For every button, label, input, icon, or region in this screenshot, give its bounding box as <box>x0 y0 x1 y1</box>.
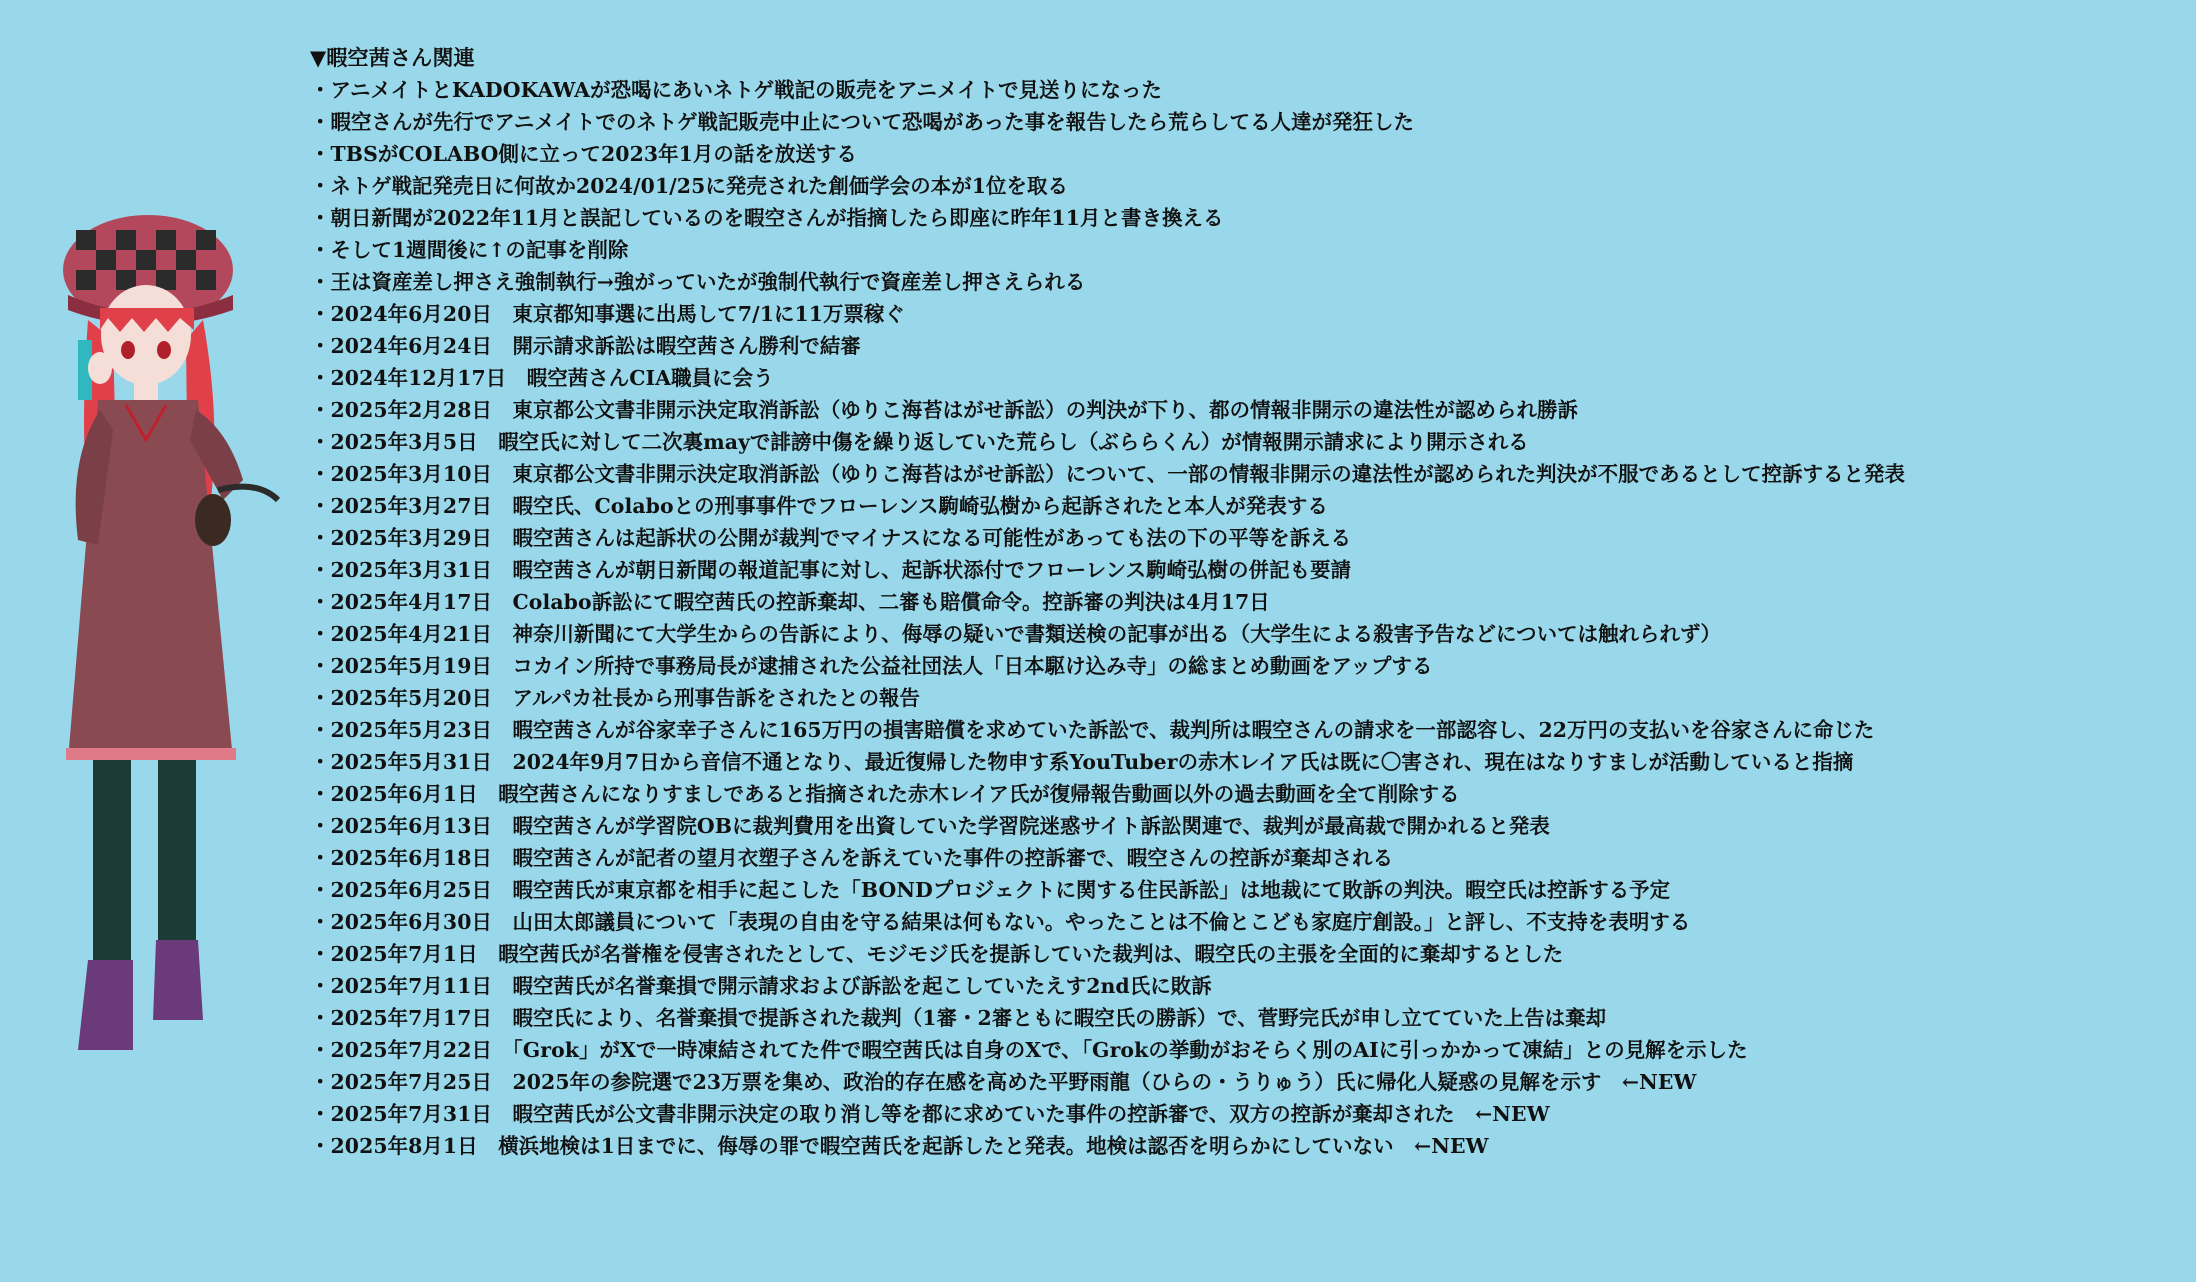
bullet-mark: ・ <box>310 462 331 486</box>
character-illustration <box>18 200 308 1080</box>
list-item <box>310 618 2170 650</box>
list-item-text: 2025年7月1日 暇空茜氏が名誉権を侵害されたとして、モジモジ氏を提訴していた裁判は、暇空氏の主張を全面的に棄却するとした <box>330 942 1564 966</box>
list-item <box>310 490 2170 522</box>
bullet-mark: ・ <box>310 622 331 646</box>
right-leg <box>158 760 196 960</box>
dress-trim <box>66 748 236 760</box>
list-item <box>310 266 2170 298</box>
list-item <box>310 1034 2170 1066</box>
bullet-mark: ・ <box>310 1134 331 1158</box>
list-item-text: 2025年3月27日 暇空氏、Colaboとの刑事事件でフローレンス駒崎弘樹から起訴されたと本人が発表する <box>330 494 1328 518</box>
bullet-mark: ・ <box>310 366 331 390</box>
list-item <box>310 1066 2170 1098</box>
bullet-mark: ・ <box>310 334 331 358</box>
bullet-mark: ・ <box>310 430 331 454</box>
bullet-mark: ・ <box>310 558 331 582</box>
bullet-mark: ・ <box>310 206 331 230</box>
bullet-mark: ・ <box>310 654 331 678</box>
list-item-text: 2025年5月19日 コカイン所持で事務局長が逮捕された公益社団法人「日本駆け込み寺」の総まとめ動画をアップする <box>330 654 1433 678</box>
list-item <box>310 842 2170 874</box>
bullet-mark: ・ <box>310 302 331 326</box>
list-item-text: 2025年6月30日 山田太郎議員について「表現の自由を守る結果は何もない。やったことは不倫とこども家庭庁創設。」と評し、不支持を表明する <box>330 910 1691 934</box>
list-item <box>310 362 2170 394</box>
news-list <box>310 74 2170 1162</box>
list-item-text: 暇空さんが先行でアニメイトでのネトゲ戦記販売中止について恐喝があった事を報告したら荒らしてる人達が発狂した <box>330 110 1415 134</box>
list-item <box>310 874 2170 906</box>
list-item <box>310 746 2170 778</box>
bullet-mark: ・ <box>310 1006 331 1030</box>
list-item-text: 2025年3月29日 暇空茜さんは起訴状の公開が裁判でマイナスになる可能性があっても法の下の平等を訴える <box>330 526 1352 550</box>
list-item-text: 2025年7月22日 「Grok」がXで一時凍結されてた件で暇空茜氏は自身のXで、「Grokの挙動がおそらく別のAIに引っかかって凍結」との見解を示した <box>330 1038 1748 1062</box>
bullet-mark: ・ <box>310 270 331 294</box>
list-item <box>310 394 2170 426</box>
bullet-mark: ・ <box>310 78 331 102</box>
list-item <box>310 522 2170 554</box>
list-item-text: そして1週間後に↑の記事を削除 <box>330 238 629 262</box>
list-item <box>310 682 2170 714</box>
list-item-text: 2025年4月17日 Colabo訴訟にて暇空茜氏の控訴棄却、二審も賠償命令。控訴審の判決は4月17日 <box>330 590 1270 614</box>
list-item <box>310 1130 2170 1162</box>
bullet-mark: ・ <box>310 494 331 518</box>
bullet-mark: ・ <box>310 686 331 710</box>
list-item-text: 2025年6月1日 暇空茜さんになりすましであると指摘された赤木レイア氏が復帰報告動画以外の過去動画を全て削除する <box>330 782 1460 806</box>
bullet-mark: ・ <box>310 110 331 134</box>
list-item-text: 2025年6月25日 暇空茜氏が東京都を相手に起こした「BONDプロジェクトに関する住民訴訟」は地裁にて敗訴の判決。暇空氏は控訴する予定 <box>330 878 1671 902</box>
list-item-text: 2025年5月20日 アルパカ社長から刑事告訴をされたとの報告 <box>330 686 921 710</box>
section-heading: ▼暇空茜さん関連 <box>310 45 475 70</box>
list-item <box>310 970 2170 1002</box>
bullet-mark: ・ <box>310 910 331 934</box>
list-item <box>310 938 2170 970</box>
list-item-text: 2025年7月17日 暇空氏により、名誉棄損で提訴された裁判（1審・2審ともに暇空氏の勝訴）で、菅野完氏が申し立てていた上告は棄却 <box>330 1006 1607 1030</box>
bullet-mark: ・ <box>310 1038 331 1062</box>
list-item-text: 2025年5月31日 2024年9月7日から音信不通となり、最近復帰した物申す系YouTuberの赤木レイア氏は既に〇害され、現在はなりすましが活動していると指摘 <box>330 750 1854 774</box>
bullet-mark: ・ <box>310 174 331 198</box>
left-boot <box>78 960 133 1050</box>
list-item-text: 2025年7月25日 2025年の参院選で23万票を集め、政治的存在感を高めた平野雨龍（ひらの・うりゅう）氏に帰化人疑惑の見解を示す ←NEW <box>330 1070 1697 1094</box>
bullet-mark: ・ <box>310 814 331 838</box>
list-item <box>310 1098 2170 1130</box>
list-item-text: 2025年3月10日 東京都公文書非開示決定取消訴訟（ゆりこ海苔はがせ訴訟）について、一部の情報非開示の違法性が認められた判決が不服であるとして控訴すると発表 <box>330 462 1906 486</box>
bullet-mark: ・ <box>310 398 331 422</box>
list-item <box>310 298 2170 330</box>
bullet-mark: ・ <box>310 782 331 806</box>
bullet-mark: ・ <box>310 1070 331 1094</box>
left-leg <box>93 760 131 980</box>
list-item <box>310 810 2170 842</box>
list-item <box>310 74 2170 106</box>
list-item <box>310 330 2170 362</box>
list-item-text: ネトゲ戦記発売日に何故か2024/01/25に発売された創価学会の本が1位を取る <box>330 174 1069 198</box>
list-item-text: 2025年6月13日 暇空茜さんが学習院OBに裁判費用を出資していた学習院迷惑サイト訴訟関連で、裁判が最高裁で開かれると発表 <box>330 814 1550 838</box>
list-item-text: 2025年6月18日 暇空茜さんが記者の望月衣塑子さんを訴えていた事件の控訴審で、暇空さんの控訴が棄却される <box>330 846 1394 870</box>
list-item <box>310 458 2170 490</box>
list-item <box>310 138 2170 170</box>
bullet-mark: ・ <box>310 750 331 774</box>
bullet-mark: ・ <box>310 1102 331 1126</box>
list-item-text: 2025年5月23日 暇空茜さんが谷家幸子さんに165万円の損害賠償を求めていた訴訟で、裁判所は暇空さんの請求を一部認容し、22万円の支払いを谷家さんに命じた <box>330 718 1875 742</box>
list-item-text: 2025年3月31日 暇空茜さんが朝日新聞の報道記事に対し、起訴状添付でフローレンス駒崎弘樹の併記も要請 <box>330 558 1352 582</box>
list-item-text: 朝日新聞が2022年11月と誤記しているのを暇空さんが指摘したら即座に昨年11月と書き換える <box>330 206 1224 230</box>
list-item <box>310 202 2170 234</box>
bullet-mark: ・ <box>310 878 331 902</box>
list-item-text: 2025年8月1日 横浜地検は1日までに、侮辱の罪で暇空茜氏を起訴したと発表。地検は認否を明らかにしていない ←NEW <box>330 1134 1489 1158</box>
list-item <box>310 234 2170 266</box>
bullet-mark: ・ <box>310 974 331 998</box>
list-item-text: 2025年2月28日 東京都公文書非開示決定取消訴訟（ゆりこ海苔はがせ訴訟）の判決が下り、都の情報非開示の違法性が認められ勝訴 <box>330 398 1578 422</box>
face <box>101 285 191 385</box>
list-item-text: 2024年6月20日 東京都知事選に出馬して7/1に11万票稼ぐ <box>330 302 906 326</box>
bullet-mark: ・ <box>310 526 331 550</box>
right-boot <box>153 940 203 1020</box>
bullet-mark: ・ <box>310 590 331 614</box>
bullet-mark: ・ <box>310 238 331 262</box>
list-item <box>310 714 2170 746</box>
pipe-icon <box>195 487 278 546</box>
list-item-text: 2025年7月11日 暇空茜氏が名誉棄損で開示請求および訴訟を起こしていたえす2nd氏に敗訴 <box>330 974 1212 998</box>
list-item-text: アニメイトとKADOKAWAが恐喝にあいネトゲ戦記の販売をアニメイトで見送りになった <box>330 78 1162 102</box>
list-item <box>310 1002 2170 1034</box>
news-list-container <box>310 42 2170 1162</box>
list-item <box>310 106 2170 138</box>
list-item <box>310 426 2170 458</box>
list-item-text: 2024年6月24日 開示請求訴訟は暇空茜さん勝利で結審 <box>330 334 861 358</box>
bullet-mark: ・ <box>310 942 331 966</box>
list-item-text: 2025年4月21日 神奈川新聞にて大学生からの告訴により、侮辱の疑いで書類送検の記事が出る（大学生による殺害予告などについては触れられず） <box>330 622 1722 646</box>
bullet-mark: ・ <box>310 142 331 166</box>
list-item-text: 2025年3月5日 暇空氏に対して二次裏mayで誹謗中傷を繰り返していた荒らし（ぶららくん）が情報開示請求により開示される <box>330 430 1529 454</box>
list-item <box>310 554 2170 586</box>
list-item-text: 2025年7月31日 暇空茜氏が公文書非開示決定の取り消し等を都に求めていた事件の控訴審で、双方の控訴が棄却された ←NEW <box>330 1102 1550 1126</box>
list-item <box>310 586 2170 618</box>
bullet-mark: ・ <box>310 846 331 870</box>
list-item-text: 王は資産差し押さえ強制執行→強がっていたが強制代執行で資産差し押さえられる <box>330 270 1086 294</box>
list-item <box>310 170 2170 202</box>
list-item <box>310 906 2170 938</box>
list-item-text: TBSがCOLABO側に立って2023年1月の話を放送する <box>330 142 857 166</box>
bullet-mark: ・ <box>310 718 331 742</box>
list-item <box>310 778 2170 810</box>
list-item-text: 2024年12月17日 暇空茜さんCIA職員に会う <box>330 366 774 390</box>
list-item <box>310 650 2170 682</box>
